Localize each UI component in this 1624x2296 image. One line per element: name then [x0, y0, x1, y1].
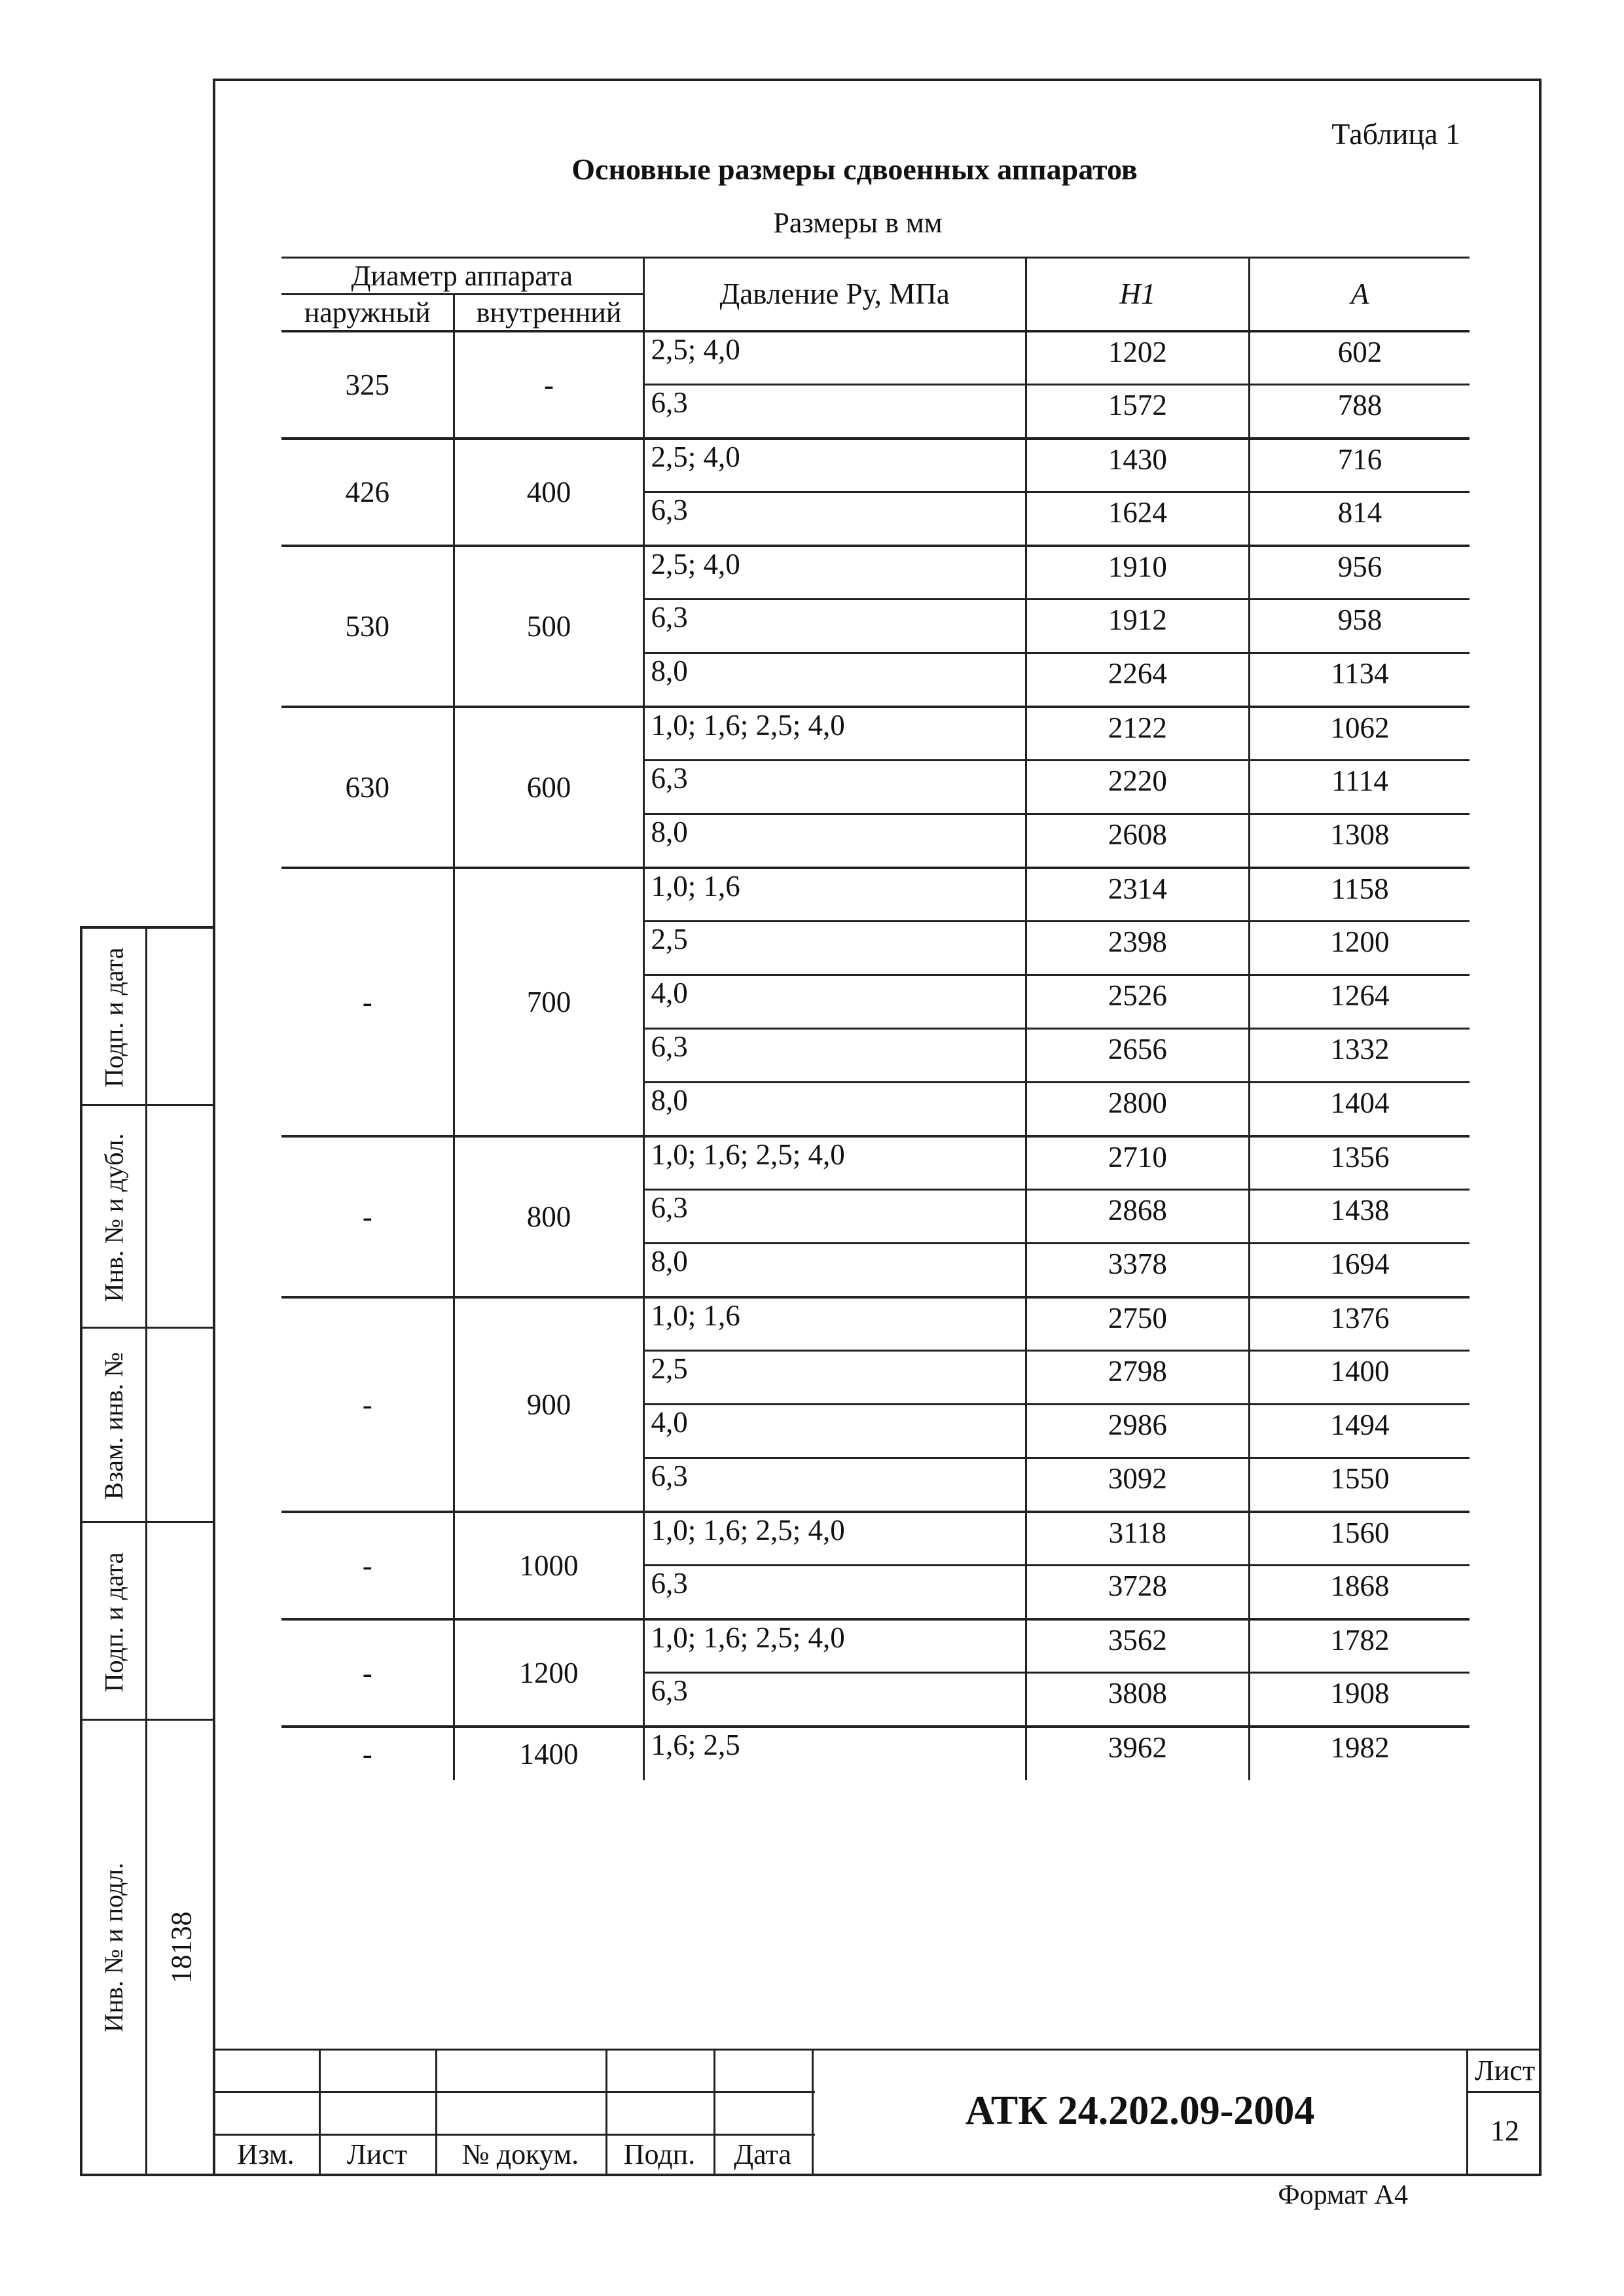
side-label-3: Взам. инв. № [99, 1352, 129, 1500]
pressure-cell: 6,3 [643, 761, 1026, 814]
table-row [281, 546, 1470, 600]
pressure-cell: 6,3 [643, 385, 1026, 439]
pressure-cell: 1,0; 1,6; 2,5; 4,0 [643, 1512, 1026, 1566]
tb-doc: № докум. [461, 2138, 579, 2170]
a-cell: 1404 [1250, 1083, 1470, 1136]
a-cell: 1356 [1250, 1136, 1470, 1190]
a-cell: 1550 [1250, 1458, 1470, 1512]
table-row [281, 707, 1470, 761]
pressure-cell: 6,3 [643, 600, 1026, 653]
h1-cell: 1624 [1026, 492, 1249, 546]
pressure-cell: 6,3 [643, 1566, 1026, 1619]
a-cell: 958 [1250, 600, 1470, 653]
table-title: Основные размеры сдвоенных аппаратов [571, 152, 1138, 186]
pressure-cell: 2,5; 4,0 [643, 546, 1026, 600]
side-cell-4 [82, 1523, 215, 1721]
h1-cell: 3092 [1026, 1458, 1249, 1512]
inner-diameter-cell: - [454, 331, 643, 439]
a-cell: 1400 [1250, 1351, 1470, 1405]
outer-diameter-cell: - [281, 1727, 454, 1780]
h1-cell: 2122 [1026, 707, 1249, 761]
h1-cell: 2220 [1026, 761, 1249, 814]
outer-diameter-cell: - [281, 1619, 454, 1727]
pressure-cell: 2,5 [643, 922, 1026, 975]
side-stamp-strip [80, 926, 215, 2176]
pressure-cell: 4,0 [643, 1405, 1026, 1458]
table-row [281, 1512, 1470, 1566]
side-cell-2 [82, 1106, 215, 1329]
outer-diameter-cell: 630 [281, 707, 454, 868]
pressure-cell: 1,0; 1,6; 2,5; 4,0 [643, 1619, 1026, 1673]
h1-cell: 3962 [1026, 1727, 1249, 1780]
pressure-cell: 1,0; 1,6; 2,5; 4,0 [643, 1136, 1026, 1190]
a-cell: 1438 [1250, 1190, 1470, 1244]
pressure-cell: 6,3 [643, 1458, 1026, 1512]
h1-cell: 3378 [1026, 1244, 1249, 1297]
a-cell: 602 [1250, 331, 1470, 385]
h1-cell: 3118 [1026, 1512, 1249, 1566]
h1-cell: 2314 [1026, 868, 1249, 922]
inner-diameter-cell: 600 [454, 707, 643, 868]
inner-diameter-cell: 800 [454, 1136, 643, 1297]
inner-diameter-header: внутренний [454, 295, 643, 331]
inner-diameter-cell: 1000 [454, 1512, 643, 1619]
pressure-cell: 8,0 [643, 1244, 1026, 1297]
diameter-group-header: Диаметр аппарата [281, 258, 643, 295]
table-row [281, 1619, 1470, 1673]
sheet-number: 12 [1490, 2115, 1519, 2147]
table-row [281, 331, 1470, 385]
a-cell: 1494 [1250, 1405, 1470, 1458]
pressure-cell: 4,0 [643, 975, 1026, 1029]
document-code: АТК 24.202.09-2004 [965, 2089, 1315, 2133]
pressure-cell: 8,0 [643, 1083, 1026, 1136]
h1-cell: 1202 [1026, 331, 1249, 385]
table-row [281, 1136, 1470, 1190]
side-label-2: Инв. № и дубл. [99, 1133, 129, 1302]
pressure-cell: 6,3 [643, 1673, 1026, 1727]
sheet-label: Лист [1474, 2054, 1536, 2087]
tb-podp: Подп. [623, 2138, 696, 2170]
a-cell: 1908 [1250, 1673, 1470, 1727]
a-cell: 1158 [1250, 868, 1470, 922]
table-row [281, 1297, 1470, 1351]
side-label-5: Инв. № и подл. [99, 1862, 129, 2032]
h1-cell: 1912 [1026, 600, 1249, 653]
table-number: Таблица 1 [1331, 117, 1460, 151]
h1-cell: 2986 [1026, 1405, 1249, 1458]
h1-cell: 1430 [1026, 439, 1249, 492]
h1-cell: 2526 [1026, 975, 1249, 1029]
pressure-cell: 1,6; 2,5 [643, 1727, 1026, 1780]
pressure-cell: 2,5 [643, 1351, 1026, 1405]
h1-cell: 3808 [1026, 1673, 1249, 1727]
outer-diameter-cell: - [281, 1136, 454, 1297]
a-cell: 1868 [1250, 1566, 1470, 1619]
outer-diameter-cell: - [281, 868, 454, 1136]
tb-izm: Изм. [237, 2138, 295, 2170]
h1-cell: 2710 [1026, 1136, 1249, 1190]
inner-diameter-cell: 500 [454, 546, 643, 707]
h1-cell: 1910 [1026, 546, 1249, 600]
pressure-cell: 1,0; 1,6 [643, 1297, 1026, 1351]
outer-diameter-cell: 530 [281, 546, 454, 707]
dimensions-table [281, 257, 1470, 1780]
a-cell: 1062 [1250, 707, 1470, 761]
side-cell-5 [82, 1721, 215, 2174]
pressure-cell: 8,0 [643, 814, 1026, 868]
a-cell: 1264 [1250, 975, 1470, 1029]
h1-cell: 1572 [1026, 385, 1249, 439]
a-cell: 1376 [1250, 1297, 1470, 1351]
inv-number: 18138 [165, 1911, 198, 1983]
tb-date: Дата [734, 2138, 791, 2170]
pressure-cell: 1,0; 1,6; 2,5; 4,0 [643, 707, 1026, 761]
h1-cell: 2798 [1026, 1351, 1249, 1405]
outer-diameter-header: наружный [281, 295, 454, 331]
h1-cell: 2750 [1026, 1297, 1249, 1351]
units-note: Размеры в мм [773, 207, 943, 239]
inner-diameter-cell: 700 [454, 868, 643, 1136]
h1-cell: 2608 [1026, 814, 1249, 868]
pressure-cell: 6,3 [643, 1029, 1026, 1083]
a-cell: 1200 [1250, 922, 1470, 975]
a-cell: 814 [1250, 492, 1470, 546]
tb-line-sheet [1466, 2091, 1542, 2093]
a-cell: 1982 [1250, 1727, 1470, 1780]
table-row [281, 439, 1470, 492]
pressure-cell: 2,5; 4,0 [643, 439, 1026, 492]
pressure-cell: 1,0; 1,6 [643, 868, 1026, 922]
tb-list: Лист [346, 2138, 408, 2170]
title-block [213, 2049, 1542, 2176]
h1-cell: 2656 [1026, 1029, 1249, 1083]
outer-diameter-cell: 426 [281, 439, 454, 546]
tb-line-top [213, 2049, 1542, 2051]
side-cell-1 [82, 929, 215, 1106]
h1-header: H1 [1026, 258, 1249, 331]
pressure-cell: 6,3 [643, 1190, 1026, 1244]
h1-cell: 2868 [1026, 1190, 1249, 1244]
pressure-cell: 2,5; 4,0 [643, 331, 1026, 385]
a-cell: 956 [1250, 546, 1470, 600]
format-label: Формат А4 [1278, 2180, 1408, 2210]
inner-diameter-cell: 400 [454, 439, 643, 546]
pressure-cell: 8,0 [643, 653, 1026, 707]
table-row [281, 1727, 1470, 1780]
h1-cell: 2398 [1026, 922, 1249, 975]
a-cell: 716 [1250, 439, 1470, 492]
h1-cell: 2264 [1026, 653, 1249, 707]
inner-diameter-cell: 1200 [454, 1619, 643, 1727]
inner-diameter-cell: 900 [454, 1297, 643, 1512]
a-cell: 1134 [1250, 653, 1470, 707]
a-cell: 788 [1250, 385, 1470, 439]
a-cell: 1332 [1250, 1029, 1470, 1083]
inner-diameter-cell: 1400 [454, 1727, 643, 1780]
outer-diameter-cell: - [281, 1297, 454, 1512]
side-label-4: Подп. и дата [99, 1552, 129, 1692]
h1-cell: 3728 [1026, 1566, 1249, 1619]
pressure-cell: 6,3 [643, 492, 1026, 546]
a-header: A [1250, 258, 1470, 331]
outer-diameter-cell: - [281, 1512, 454, 1619]
a-cell: 1560 [1250, 1512, 1470, 1566]
tb-line-row2 [213, 2134, 815, 2136]
pressure-header: Давление Ру, МПа [643, 258, 1026, 331]
a-cell: 1114 [1250, 761, 1470, 814]
side-label-1: Подп. и дата [99, 947, 129, 1088]
table-row [281, 868, 1470, 922]
table-body [281, 331, 1470, 1780]
a-cell: 1694 [1250, 1244, 1470, 1297]
tb-line-row1 [213, 2091, 815, 2093]
a-cell: 1782 [1250, 1619, 1470, 1673]
h1-cell: 3562 [1026, 1619, 1249, 1673]
side-cell-3 [82, 1329, 215, 1523]
a-cell: 1308 [1250, 814, 1470, 868]
h1-cell: 2800 [1026, 1083, 1249, 1136]
outer-diameter-cell: 325 [281, 331, 454, 439]
